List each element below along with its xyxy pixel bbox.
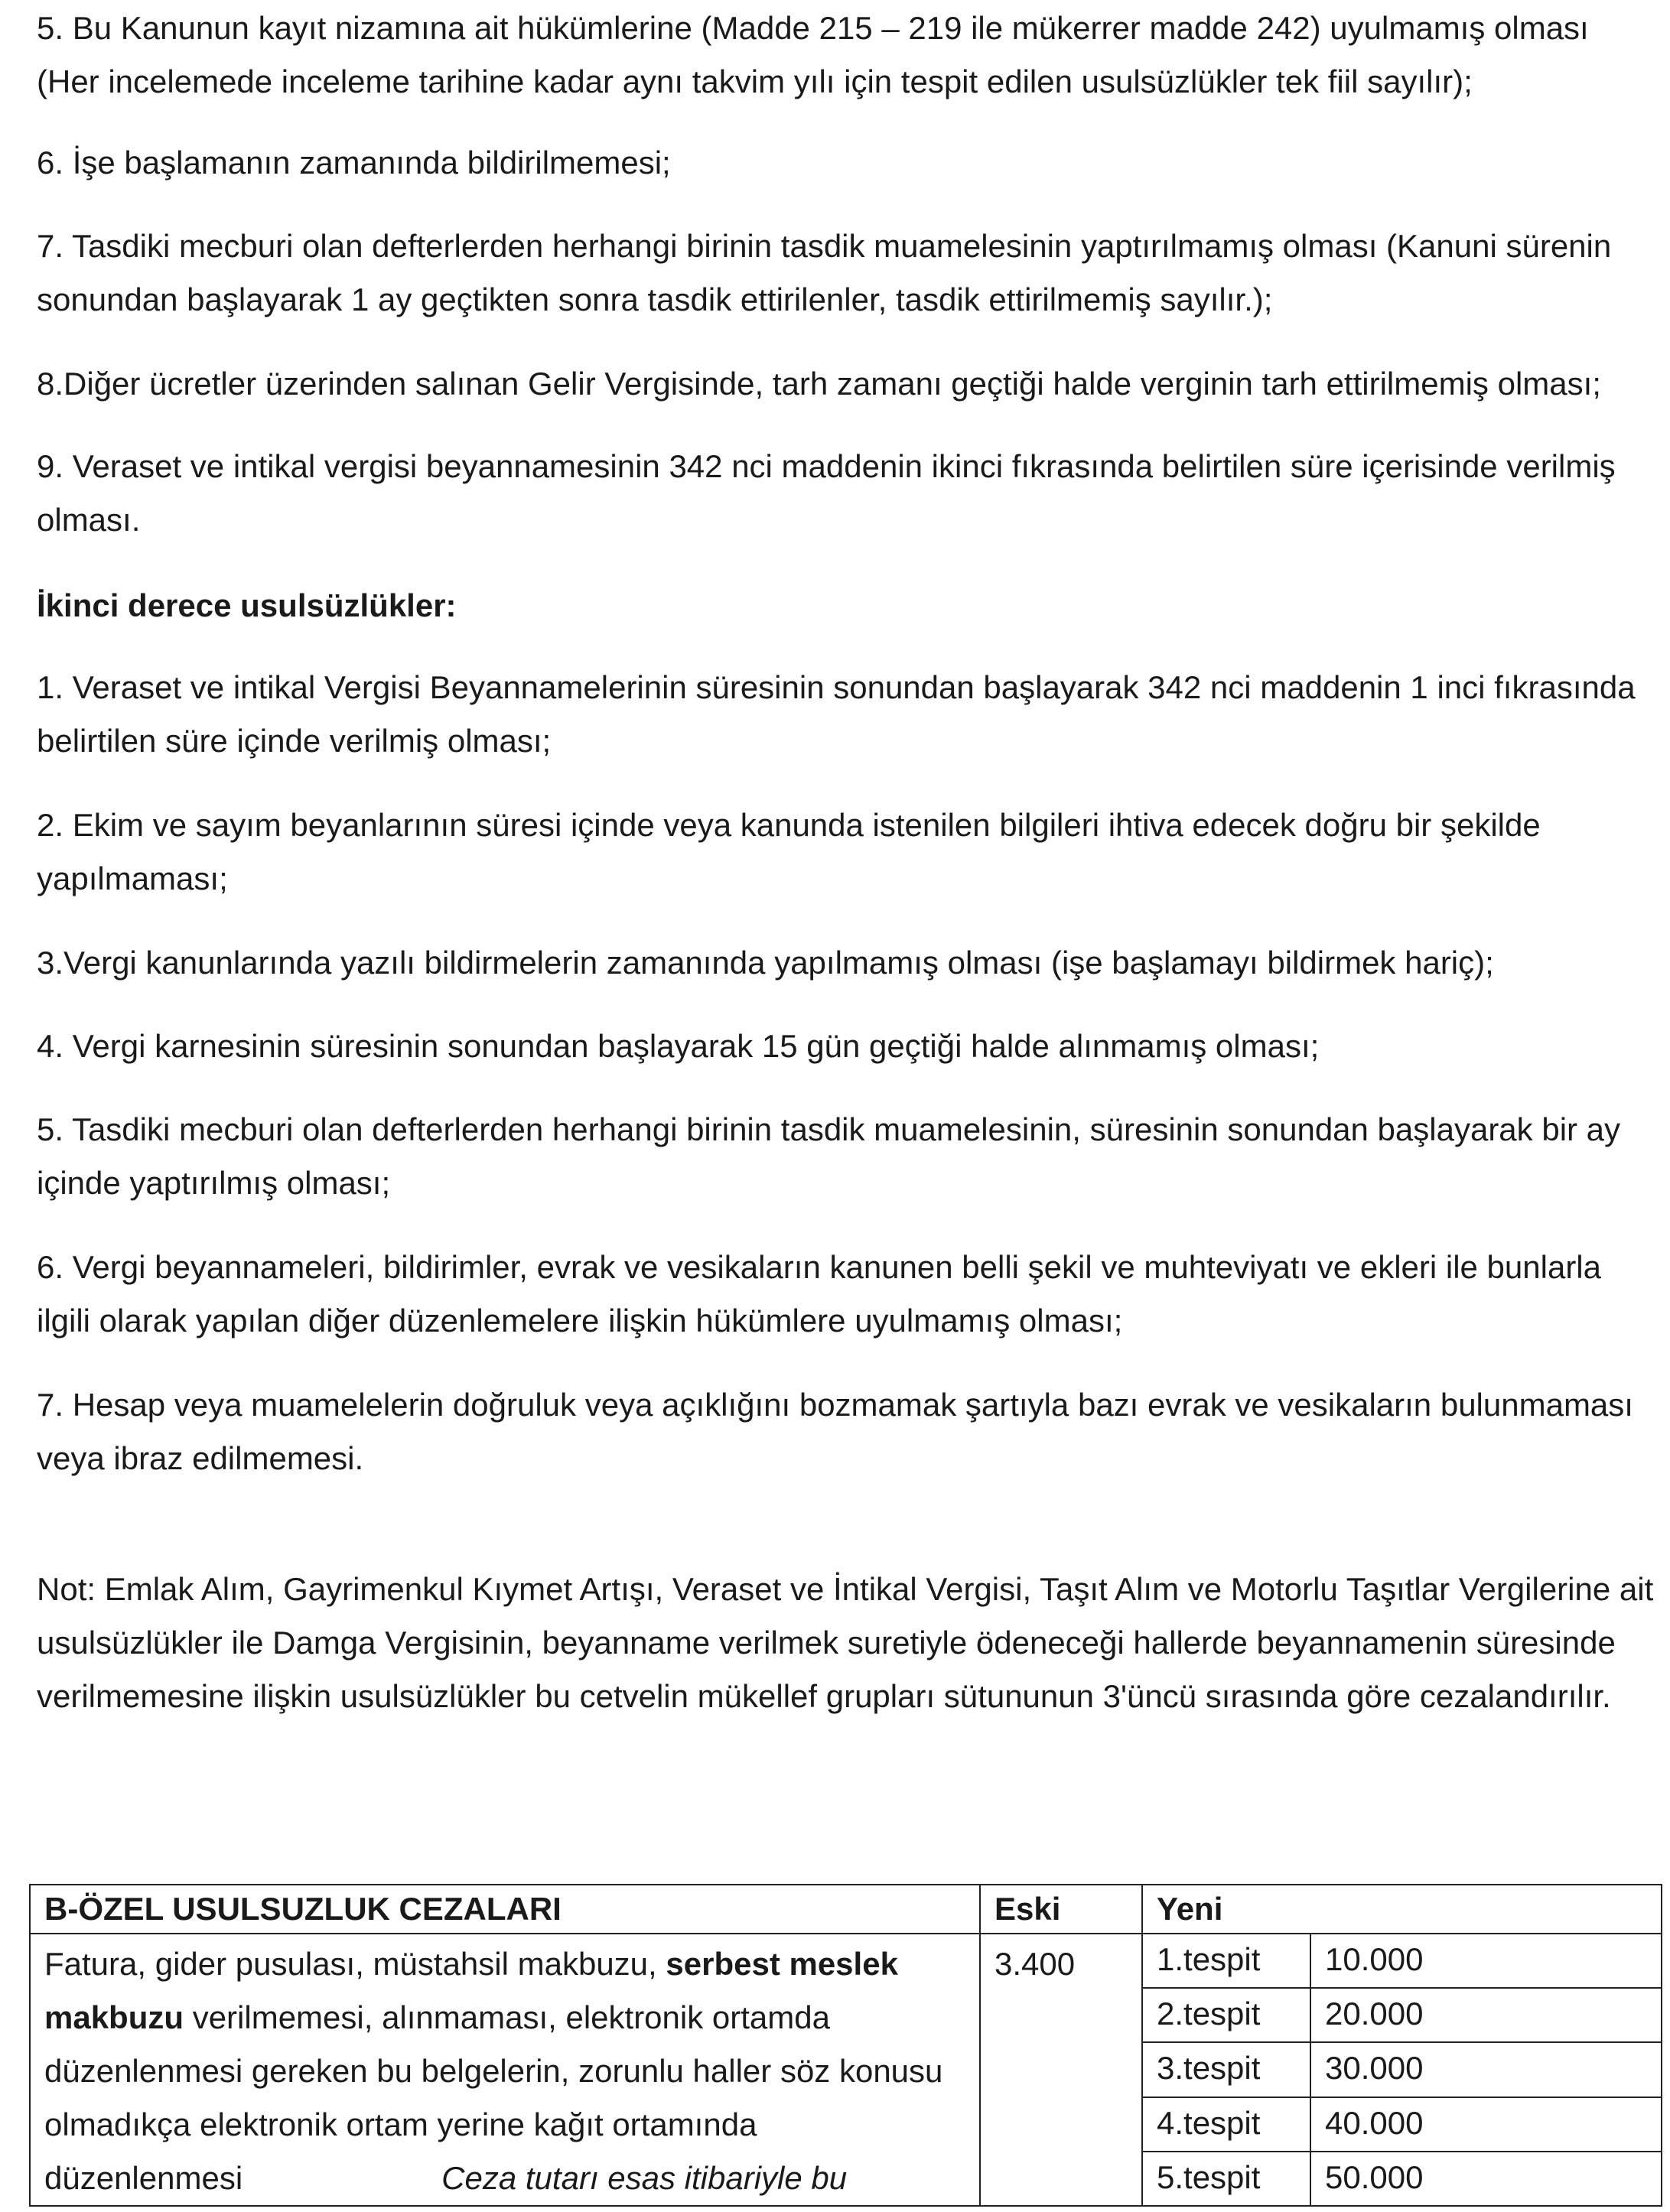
text-line: 7. Hesap veya muamelelerin doğruluk veya açıklığını bozmamak şartıyla bazı evrak ve vesikaların bulunmaması: [37, 1387, 1633, 1423]
second-degree-item-6: [37, 1241, 1659, 1348]
note-paragraph: [37, 1563, 1659, 1723]
desc-text: verilmemesi, alınmaması, elektronik ortamda: [184, 1999, 830, 2035]
table-header-row: [30, 1885, 1662, 1934]
desc-bold-text: makbuzu: [44, 1999, 184, 2035]
first-degree-item-9: [37, 440, 1659, 547]
second-degree-item-2: [37, 799, 1659, 906]
second-degree-item-4: [37, 1020, 1659, 1073]
tespit-amount: 10.000: [1310, 1934, 1662, 1988]
tespit-label: 4.tespit: [1142, 2097, 1310, 2152]
desc-line-3: düzenlenmesi gereken bu belgelerin, zorunlu haller söz konusu: [44, 2053, 943, 2089]
tespit-label: 1.tespit: [1142, 1934, 1310, 1988]
text-line: 1. Veraset ve intikal Vergisi Beyannamelerinin süresinin sonundan başlayarak 342 nci maddenin 1 inci fıkrasında: [37, 669, 1636, 705]
tespit-amount: 40.000: [1310, 2097, 1662, 2152]
table-row: [30, 1934, 1662, 1988]
second-degree-item-3: [37, 936, 1659, 990]
tespit-amount: 20.000: [1310, 1988, 1662, 2042]
text-line: 4. Vergi karnesinin süresinin sonundan başlayarak 15 gün geçtiği halde alınmamış olması;: [37, 1028, 1320, 1064]
text-line: (Her incelemede inceleme tarihine kadar aynı takvim yılı için tespit edilen usulsüzlükler tek fiil sayılır);: [37, 63, 1473, 99]
text-line: verilmemesine ilişkin usulsüzlükler bu cetvelin mükellef grupları sütununun 3'üncü sırasında göre cezalandırılır.: [37, 1678, 1611, 1714]
header-old: Eski: [980, 1885, 1142, 1934]
first-degree-item-5: [37, 2, 1659, 109]
text-line: ilgili olarak yapılan diğer düzenlemelere ilişkin hükümlere uyulmamış olması;: [37, 1303, 1123, 1339]
header-title: B-ÖZEL USULSUZLUK CEZALARI: [30, 1885, 980, 1934]
text-line: sonundan başlayarak 1 ay geçtikten sonra tasdik ettirilenler, tasdik ettirilmemiş sayılır.);: [37, 281, 1273, 317]
desc-italic-text: Ceza tutarı esas itibariyle bu: [441, 2160, 848, 2196]
text-line: 7. Tasdiki mecburi olan defterlerden herhangi birinin tasdik muamelesinin yaptırılmamış olması (Kanuni sürenin: [37, 228, 1612, 264]
tespit-amount: 50.000: [1310, 2152, 1662, 2206]
header-new: Yeni: [1142, 1885, 1662, 1934]
text-line: 8.Diğer ücretler üzerinden salınan Gelir Vergisinde, tarh zamanı geçtiği halde verginin tarh ettirilmemiş olması;: [37, 366, 1601, 402]
desc-text: Fatura, gider pusulası, müstahsil makbuzu,: [44, 1946, 666, 1982]
desc-bold-text: serbest meslek: [666, 1946, 898, 1982]
tespit-label: 3.tespit: [1142, 2042, 1310, 2097]
second-degree-item-1: [37, 661, 1659, 768]
penalty-description: [30, 1934, 980, 2206]
desc-line-4: olmadıkça elektronik ortam yerine kağıt ortamında: [44, 2106, 757, 2142]
tespit-amount: 30.000: [1310, 2042, 1662, 2097]
second-degree-heading: [37, 579, 1659, 633]
desc-line-1: [44, 1937, 965, 1991]
text-line: içinde yaptırılmış olması;: [37, 1165, 391, 1201]
text-line: yapılmaması;: [37, 860, 228, 896]
text-line: 9. Veraset ve intikal vergisi beyannamesinin 342 nci maddenin ikinci fıkrasında belirtilen süre içerisinde verilmiş: [37, 448, 1616, 484]
first-degree-item-6: [37, 136, 1659, 190]
tespit-label: 5.tespit: [1142, 2152, 1310, 2206]
text-line: 6. Vergi beyannameleri, bildirimler, evrak ve vesikaların kanunen belli şekil ve muhteviyatı ve ekleri ile bunlarla: [37, 1249, 1601, 1285]
text-line: 6. İşe başlamanın zamanında bildirilmemesi;: [37, 145, 671, 181]
old-value: 3.400: [980, 1934, 1142, 2206]
second-degree-item-5: [37, 1103, 1659, 1210]
text-line: olması.: [37, 502, 141, 538]
text-line: Not: Emlak Alım, Gayrimenkul Kıymet Artışı, Veraset ve İntikal Vergisi, Taşıt Alım ve Motorlu Taşıtlar Vergilerine ait: [37, 1571, 1654, 1607]
text-line: veya ibraz edilmemesi.: [37, 1440, 364, 1476]
desc-text: düzenlenmesi: [44, 2160, 243, 2196]
text-line: usulsüzlükler ile Damga Vergisinin, beyanname verilmek suretiyle ödeneceği hallerde beyannamenin süresinde: [37, 1625, 1616, 1661]
desc-line-2: [44, 1991, 965, 2044]
text-line: belirtilen süre içinde verilmiş olması;: [37, 723, 552, 759]
text-line: 3.Vergi kanunlarında yazılı bildirmelerin zamanında yapılmamış olması (işe başlamayı bildirmek hariç);: [37, 945, 1494, 981]
text-line: 2. Ekim ve sayım beyanlarının süresi içinde veya kanunda istenilen bilgileri ihtiva edecek doğru bir şekilde: [37, 807, 1541, 843]
text-line: 5. Bu Kanunun kayıt nizamına ait hükümlerine (Madde 215 – 219 ile mükerrer madde 242) uyulmamış olması: [37, 10, 1589, 46]
second-degree-item-7: [37, 1378, 1659, 1485]
text-line: 5. Tasdiki mecburi olan defterlerden herhangi birinin tasdik muamelesinin, süresinin sonundan başlayarak bir ay: [37, 1111, 1621, 1147]
tespit-label: 2.tespit: [1142, 1988, 1310, 2042]
desc-line-5: [44, 2152, 965, 2205]
first-degree-item-8: [37, 357, 1659, 411]
first-degree-item-7: [37, 220, 1659, 327]
special-penalty-table: [29, 1884, 1662, 2207]
heading-text: İkinci derece usulsüzlükler:: [37, 587, 457, 623]
